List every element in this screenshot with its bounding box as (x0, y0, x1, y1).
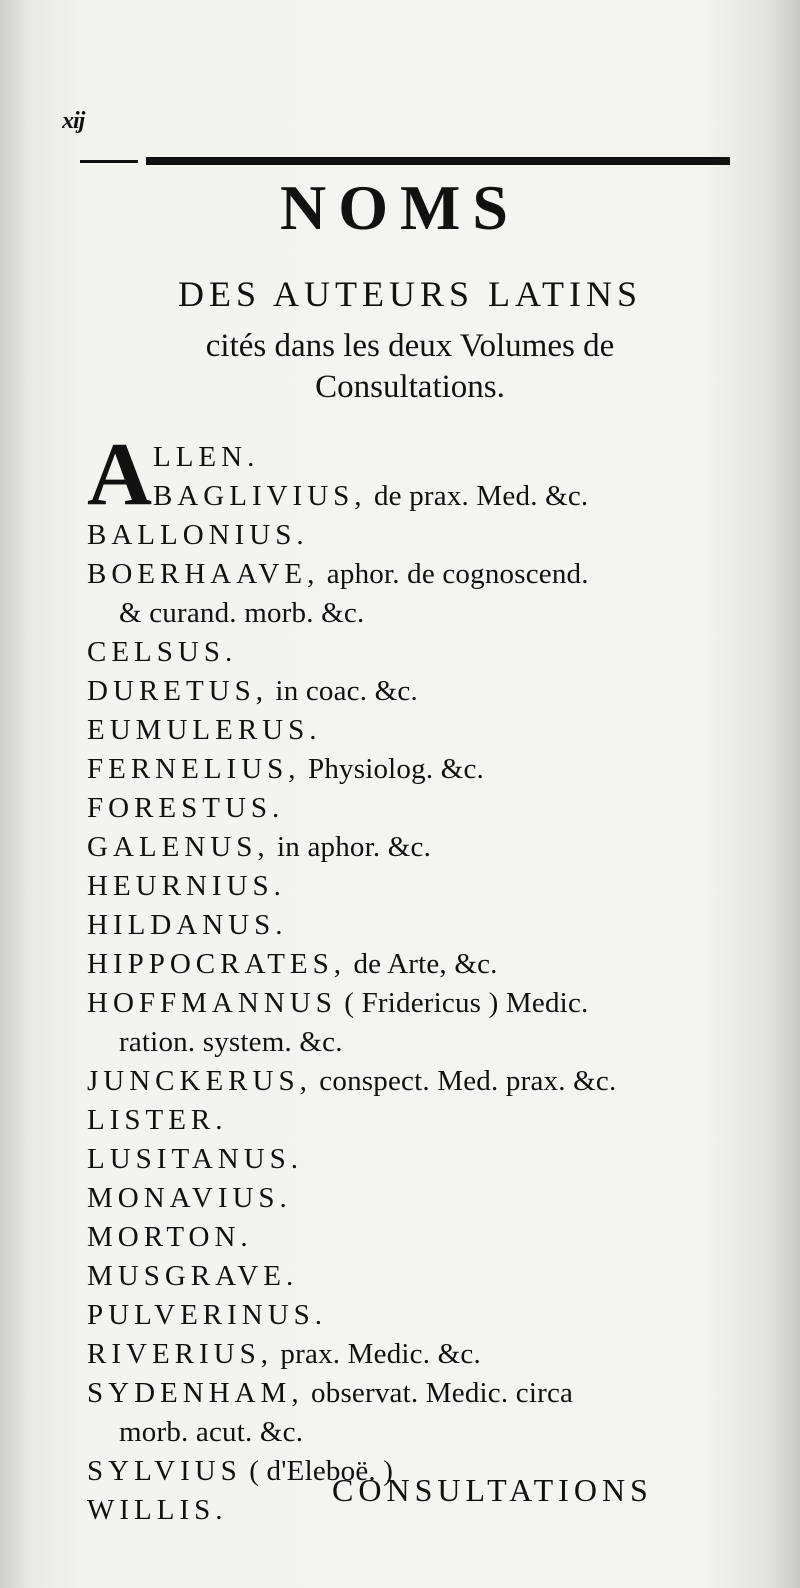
list-item (87, 1101, 747, 1140)
author-note: Physiolog. &c. (300, 753, 485, 785)
list-item (87, 438, 747, 477)
author-name: HIPPOCRATES, (87, 948, 347, 980)
author-note: de prax. Med. &c. (366, 480, 589, 512)
author-note: & curand. morb. &c. (119, 597, 365, 629)
list-item (87, 1374, 747, 1413)
author-name: LLEN. (153, 441, 260, 473)
author-name: MORTON. (87, 1221, 253, 1253)
author-note: de Arte, &c. (346, 948, 498, 980)
list-item (87, 711, 747, 750)
author-name: FORESTUS. (87, 792, 285, 824)
list-item (87, 984, 747, 1023)
list-item-continuation (87, 1023, 747, 1062)
list-item-continuation (87, 1413, 747, 1452)
author-name: BAGLIVIUS, (153, 480, 367, 512)
list-item (87, 633, 747, 672)
author-name: HEURNIUS. (87, 870, 286, 902)
author-name: DURETUS, (87, 675, 268, 707)
author-note: observat. Medic. circa (303, 1377, 574, 1409)
author-note: in coac. &c. (267, 675, 418, 707)
subtitle-line-2b: Consultations. (315, 368, 505, 405)
author-name: RIVERIUS, (87, 1338, 273, 1370)
author-name: HILDANUS. (87, 909, 288, 941)
list-item-continuation (87, 594, 747, 633)
author-name: JUNCKERUS, (87, 1065, 312, 1097)
list-item (87, 516, 747, 555)
author-name: SYLVIUS (87, 1455, 242, 1487)
author-name: BALLONIUS. (87, 519, 309, 551)
author-note: aphor. de cognoscend. (319, 558, 589, 590)
list-item (87, 1296, 747, 1335)
author-note: ration. system. &c. (119, 1026, 343, 1058)
list-item (87, 1062, 747, 1101)
author-name: HOFFMANNUS (87, 987, 337, 1019)
list-item (87, 750, 747, 789)
author-note: ( d'Eleboë. ) (241, 1455, 394, 1487)
list-item (87, 477, 747, 516)
list-item (87, 789, 747, 828)
author-name: BOERHAAVE, (87, 558, 320, 590)
author-note: conspect. Med. prax. &c. (311, 1065, 617, 1097)
author-name: MONAVIUS. (87, 1182, 292, 1214)
list-item (87, 906, 747, 945)
subtitle-line-2 (80, 326, 740, 408)
author-note: in aphor. &c. (269, 831, 432, 863)
list-item (87, 555, 747, 594)
author-name: LISTER. (87, 1104, 228, 1136)
drop-cap: A (87, 425, 152, 524)
author-name: PULVERINUS. (87, 1299, 328, 1331)
list-item (87, 867, 747, 906)
list-item (87, 1257, 747, 1296)
list-item (87, 1335, 747, 1374)
author-name: CELSUS. (87, 636, 238, 668)
author-name: FERNELIUS, (87, 753, 301, 785)
page-title: NOMS (280, 172, 520, 243)
author-name: LUSITANUS. (87, 1143, 304, 1175)
subtitle-line-1: DES AUTEURS LATINS (177, 274, 643, 314)
author-note: prax. Medic. &c. (272, 1338, 481, 1370)
list-item (87, 1218, 747, 1257)
author-name: EUMULERUS. (87, 714, 322, 746)
list-item (87, 828, 747, 867)
author-name: SYDENHAM, (87, 1377, 304, 1409)
list-item (87, 945, 747, 984)
subtitle-line-2a: cités dans les deux Volumes de (205, 328, 615, 364)
list-item (87, 672, 747, 711)
author-name: MUSGRAVE. (87, 1260, 299, 1292)
author-list (87, 425, 747, 1530)
header-rule (80, 154, 730, 170)
author-name: GALENUS, (87, 831, 270, 863)
list-item (87, 1179, 747, 1218)
catchword: CONSULTATIONS (332, 1472, 653, 1508)
author-name: WILLIS. (87, 1494, 228, 1526)
page-number: xij (62, 108, 85, 134)
author-note: ( Fridericus ) Medic. (336, 987, 589, 1019)
list-item (87, 1140, 747, 1179)
author-note: morb. acut. &c. (119, 1416, 304, 1448)
